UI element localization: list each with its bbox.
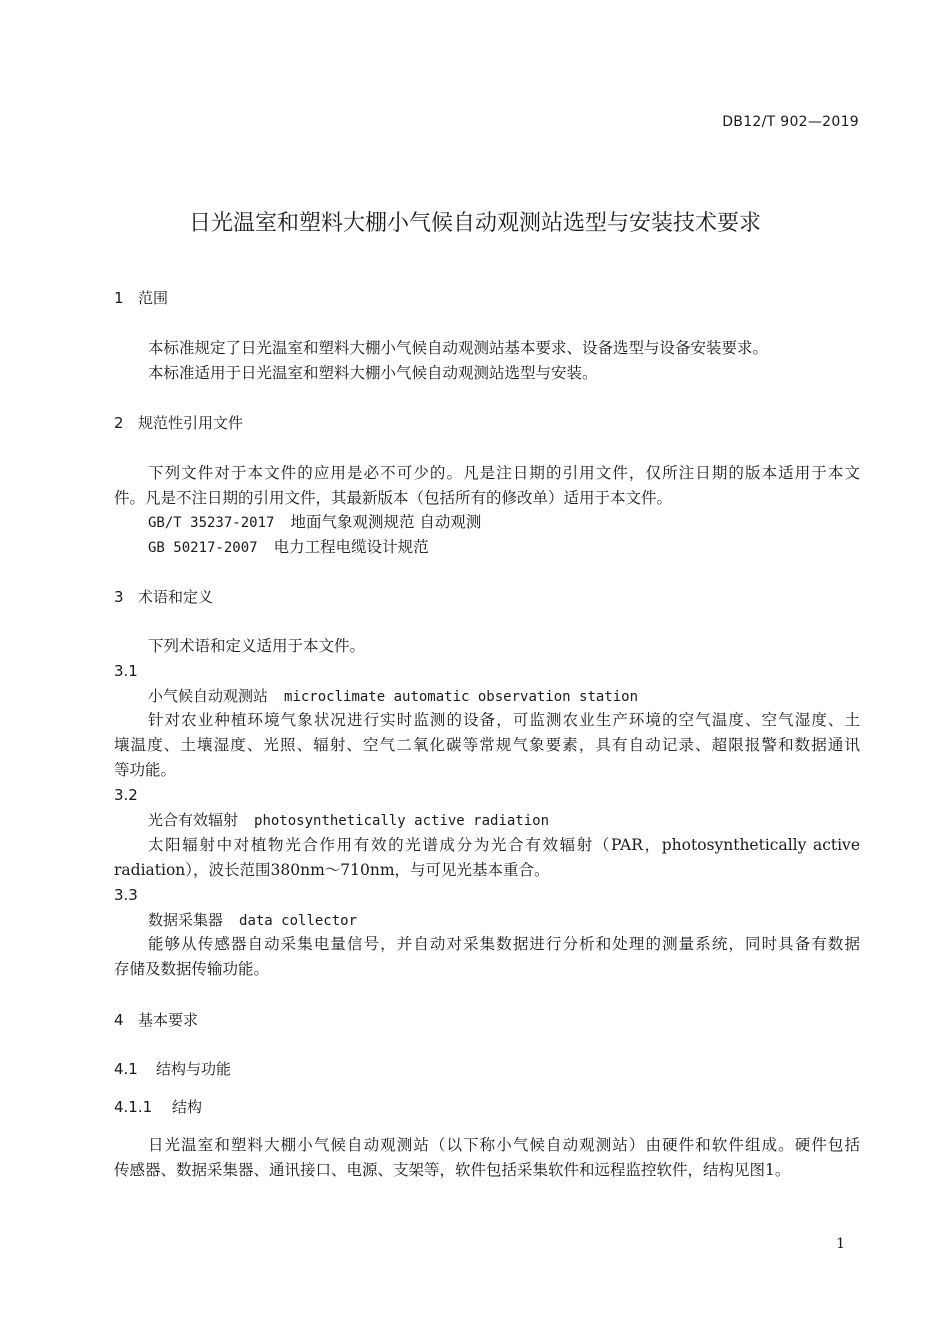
section-number: 4.1: [114, 1060, 138, 1078]
section-number: 4.1.1: [114, 1098, 153, 1116]
term-entry: [148, 808, 549, 833]
term-chinese: 光合有效辐射: [148, 811, 239, 829]
term-definition-line: 针对农业种植环境气象状况进行实时监测的设备，可监测农业生产环境的空气温度、空气湿度、土: [148, 711, 860, 729]
section-title: 基本要求: [138, 1011, 199, 1029]
section-number: 1: [114, 289, 124, 307]
reference-name: 电力工程电缆设计规范: [273, 538, 429, 556]
paragraph-line: 日光温室和塑料大棚小气候自动观测站（以下称小气候自动观测站）由硬件和软件组成。硬件包括: [148, 1136, 860, 1154]
section-title: 结构与功能: [156, 1060, 232, 1078]
paragraph-line: 传感器、数据采集器、通讯接口、电源、支架等，软件包括采集软件和远程监控软件，结构见图1。: [114, 1161, 791, 1179]
term-english: data collector: [239, 913, 358, 929]
section-number: 4: [114, 1011, 124, 1029]
term-definition-line: 能够从传感器自动采集电量信号，并自动对采集数据进行分析和处理的测量系统，同时具备有数据: [148, 935, 860, 953]
term-entry: [148, 908, 357, 933]
term-definition-line: 壤温度、土壤湿度、光照、辐射、空气二氧化碳等常规气象要素，具有自动记录、超限报警和数据通讯: [114, 736, 860, 754]
subsection-4-1-1-heading: [114, 1095, 202, 1119]
term-definition-line: 存储及数据传输功能。: [114, 960, 270, 978]
normative-reference: [148, 535, 429, 560]
section-title: 术语和定义: [138, 588, 214, 606]
reference-code: GB 50217-2007: [148, 540, 258, 556]
term-english: microclimate automatic observation station: [284, 689, 639, 705]
section-number: 3: [114, 588, 124, 606]
section-title: 结构: [172, 1098, 203, 1116]
section-number: 2: [114, 414, 124, 432]
reference-code: GB/T 35237-2017: [148, 515, 275, 531]
paragraph-line: 下列文件对于本文件的应用是必不可少的。凡是注日期的引用文件，仅所注日期的版本适用于本文: [148, 464, 860, 482]
subsection-4-1-heading: [114, 1057, 231, 1081]
section-2-heading: [114, 411, 243, 435]
term-number: 3.1: [114, 662, 138, 680]
term-number: 3.2: [114, 786, 138, 804]
term-definition-line: 太阳辐射中对植物光合作用有效的光谱成分为光合有效辐射（PAR，photosynthetically active: [148, 836, 860, 854]
reference-name: 地面气象观测规范 自动观测: [290, 513, 482, 531]
page-number: 1: [836, 1236, 845, 1252]
term-definition-line: 等功能。: [114, 761, 177, 779]
document-code: DB12/T 902—2019: [722, 114, 859, 130]
term-number: 3.3: [114, 886, 138, 904]
section-title: 范围: [138, 289, 169, 307]
normative-reference: [148, 510, 481, 535]
section-3-heading: [114, 585, 213, 609]
paragraph-line: 件。凡是不注日期的引用文件，其最新版本（包括所有的修改单）适用于本文件。: [114, 489, 673, 507]
term-definition-line: radiation），波长范围380nm～710nm，与可见光基本重合。: [114, 861, 550, 879]
term-english: photosynthetically active radiation: [254, 813, 550, 829]
paragraph: 本标准规定了日光温室和塑料大棚小气候自动观测站基本要求、设备选型与设备安装要求。: [148, 339, 769, 357]
document-title: 日光温室和塑料大棚小气候自动观测站选型与安装技术要求: [188, 211, 761, 236]
term-chinese: 数据采集器: [148, 911, 224, 929]
term-entry: [148, 684, 638, 709]
section-title: 规范性引用文件: [138, 414, 244, 432]
section-4-heading: [114, 1008, 198, 1032]
paragraph: 本标准适用于日光温室和塑料大棚小气候自动观测站选型与安装。: [148, 364, 598, 382]
section-1-heading: [114, 286, 168, 310]
paragraph: 下列术语和定义适用于本文件。: [148, 637, 366, 655]
term-chinese: 小气候自动观测站: [148, 687, 269, 705]
